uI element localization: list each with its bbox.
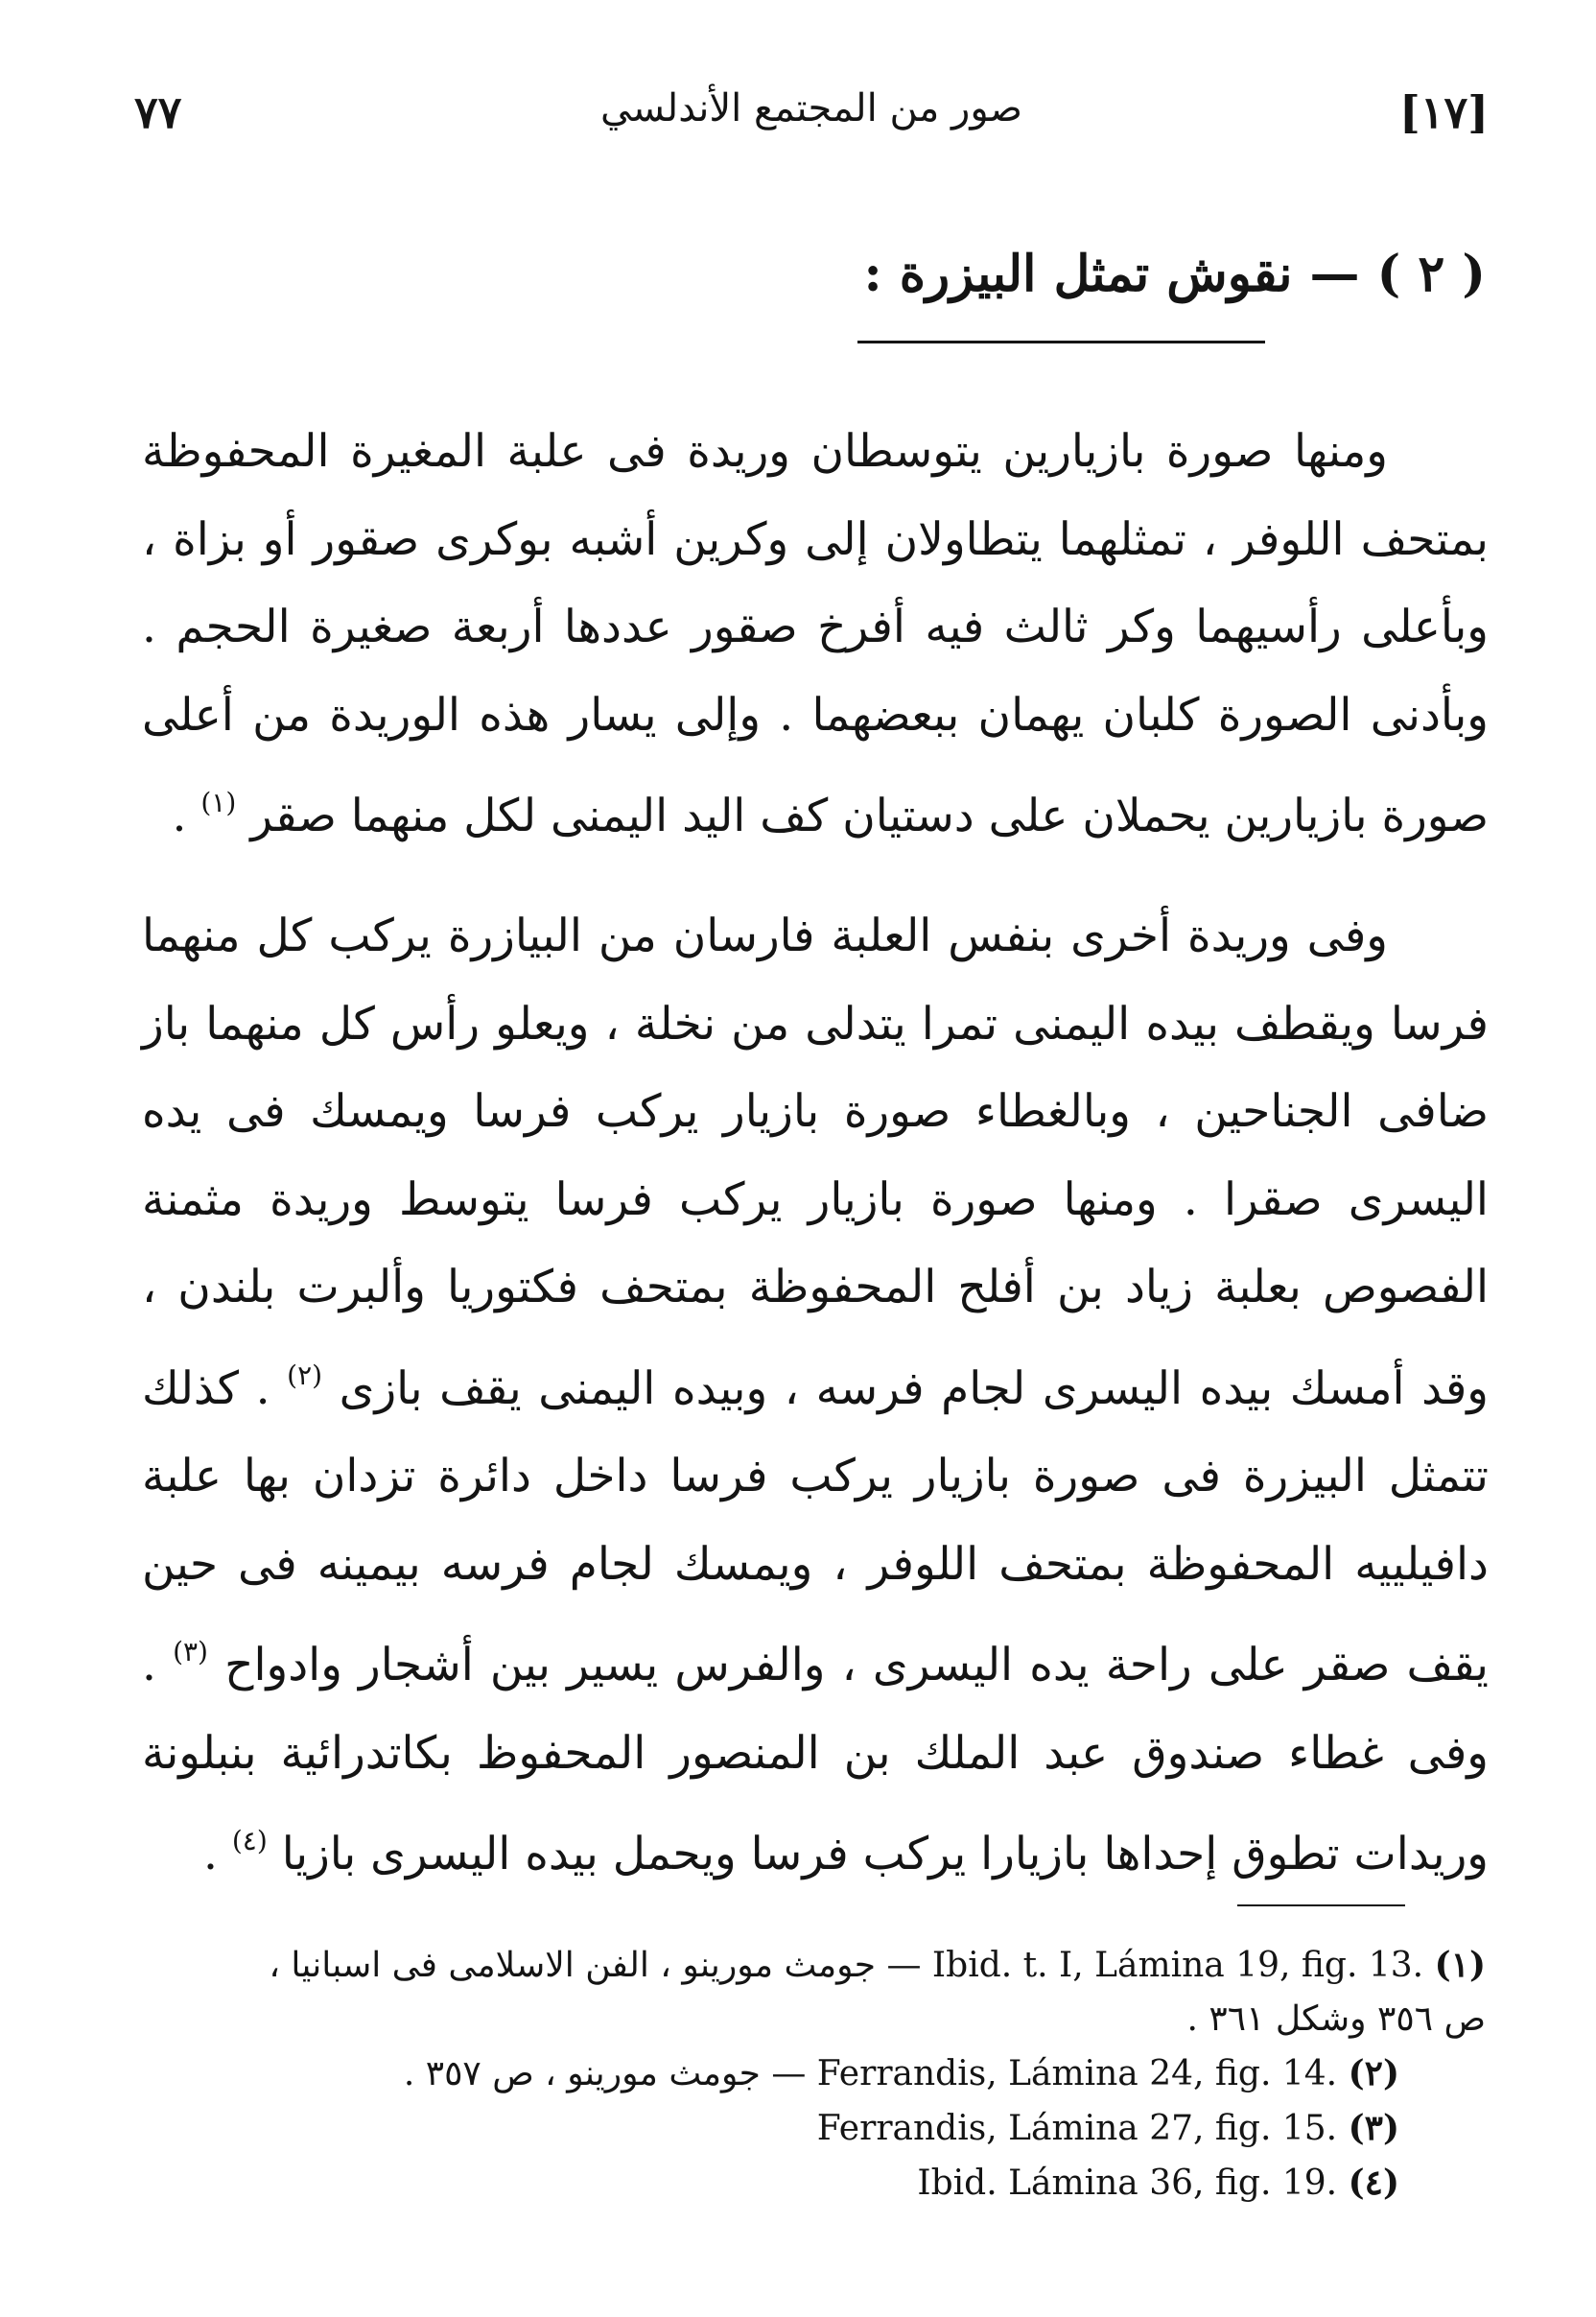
footnote-3 xyxy=(142,2101,1486,2156)
paragraph-2-end: . xyxy=(202,1828,232,1880)
paragraph-1-text: ومنها صورة بازيارين يتوسطان وريدة فى علبة المغيرة المحفوظة بمتحف اللوفر ، تمثلهما يتطاولان إلى وكرين أشبه بوكرى صقور أو بزاة ، وبأعلى رأسيهما وكر ثالث فيه أفرخ صقور عددها أربعة صغيرة الحجم . وبأدنى الصورة كلبان يهمان ببعضهما . وإلى يسار هذه الوريدة من أعلى صورة بازيارين يحملان على دستيان كف اليد اليمنى لكل منهما صقر xyxy=(142,425,1489,842)
footnote-latin: Ferrandis, Lámina 27, fig. 15. xyxy=(816,2109,1338,2148)
paragraph-2-text-b: . كذلك تتمثل البيزرة فى صورة بازيار يركب فرسا داخل دائرة تزدان بها علبة دافيلييه المحفوظة بمتحف اللوفر ، ويمسك لجام فرسه بيمينه فى حين يقف صقر على راحة يده اليسرى ، والفرس يسير بين أشجار وادواح xyxy=(142,1361,1489,1691)
section-heading-wrap xyxy=(863,245,1486,317)
footnote-separator xyxy=(1237,1904,1405,1906)
footnote-number: (٤) xyxy=(1348,2163,1399,2203)
paragraph-1-end: . xyxy=(172,790,201,842)
footnote-number: (٢) xyxy=(1348,2053,1399,2093)
section-number: [١٧] xyxy=(1399,86,1489,138)
paragraph-2-text-c: . وفى غطاء صندوق عبد الملك بن المنصور المحفوظ بكاتدرائية بنبلونة وريدات تطوق إحداها بازيارا يركب فرسا ويحمل بيده اليسرى بازيا xyxy=(142,1639,1489,1880)
heading-underline xyxy=(857,341,1265,343)
footnote-ref-2: (٢) xyxy=(287,1359,323,1391)
paragraph-2-text-a: وفى وريدة أخرى بنفس العلبة فارسان من البيازرة يركب كل منهما فرسا ويقطف بيده اليمنى تمرا يتدلى من نخلة ، ويعلو رأس كل منهما باز ضافى الجناحين ، وبالغطاء صورة بازيار يركب فرسا ويمسك فى يده اليسرى صقرا . ومنها صورة بازيار يركب فرسا يتوسط وريدة مثمنة الفصوص بعلبة زياد بن أفلح المحفوظة بمتحف فكتوريا وألبرت بلندن ، وقد أمسك بيده اليسرى لجام فرسه ، وبيده اليمنى يقف بازى xyxy=(142,910,1489,1415)
footnote-latin: Ibid. t. I, Lámina 19, fig. 13. xyxy=(931,1946,1424,1985)
footnote-1 xyxy=(142,1938,1486,1993)
paragraph-2 xyxy=(142,892,1489,1899)
running-title: صور من المجتمع الأندلسي xyxy=(600,86,1022,130)
footnote-ref-1: (١) xyxy=(200,787,237,818)
footnote-arabic: — جومث مورينو ، ص ٣٥٧ . xyxy=(403,2054,807,2093)
footnote-1-continuation: ص ٣٥٦ وشكل ٣٦١ . xyxy=(1186,1999,1486,2039)
page-header xyxy=(134,77,1489,154)
section-heading: ( ٢ ) — نقوش تمثل البيزرة : xyxy=(863,245,1486,303)
footnote-latin: Ibid. Lámina 36, fig. 19. xyxy=(917,2163,1338,2203)
footnote-latin: Ferrandis, Lámina 24, fig. 14. xyxy=(816,2054,1338,2093)
page-number: ٧٧ xyxy=(134,86,182,138)
footnote-arabic: — جومث مورينو ، الفن الاسلامى فى اسبانيا ، xyxy=(269,1946,922,1985)
paragraph-1 xyxy=(142,408,1489,861)
footnote-4 xyxy=(142,2156,1486,2211)
paragraph-text xyxy=(142,892,1489,1899)
footnote-number: (١) xyxy=(1434,1945,1486,1985)
footnote-ref-3: (٣) xyxy=(173,1636,208,1667)
paragraph-text xyxy=(142,408,1489,861)
footnote-2 xyxy=(142,2046,1486,2101)
footnote-ref-4: (٤) xyxy=(231,1825,268,1856)
footnote-number: (٣) xyxy=(1348,2108,1399,2148)
footnotes xyxy=(142,1938,1486,2211)
